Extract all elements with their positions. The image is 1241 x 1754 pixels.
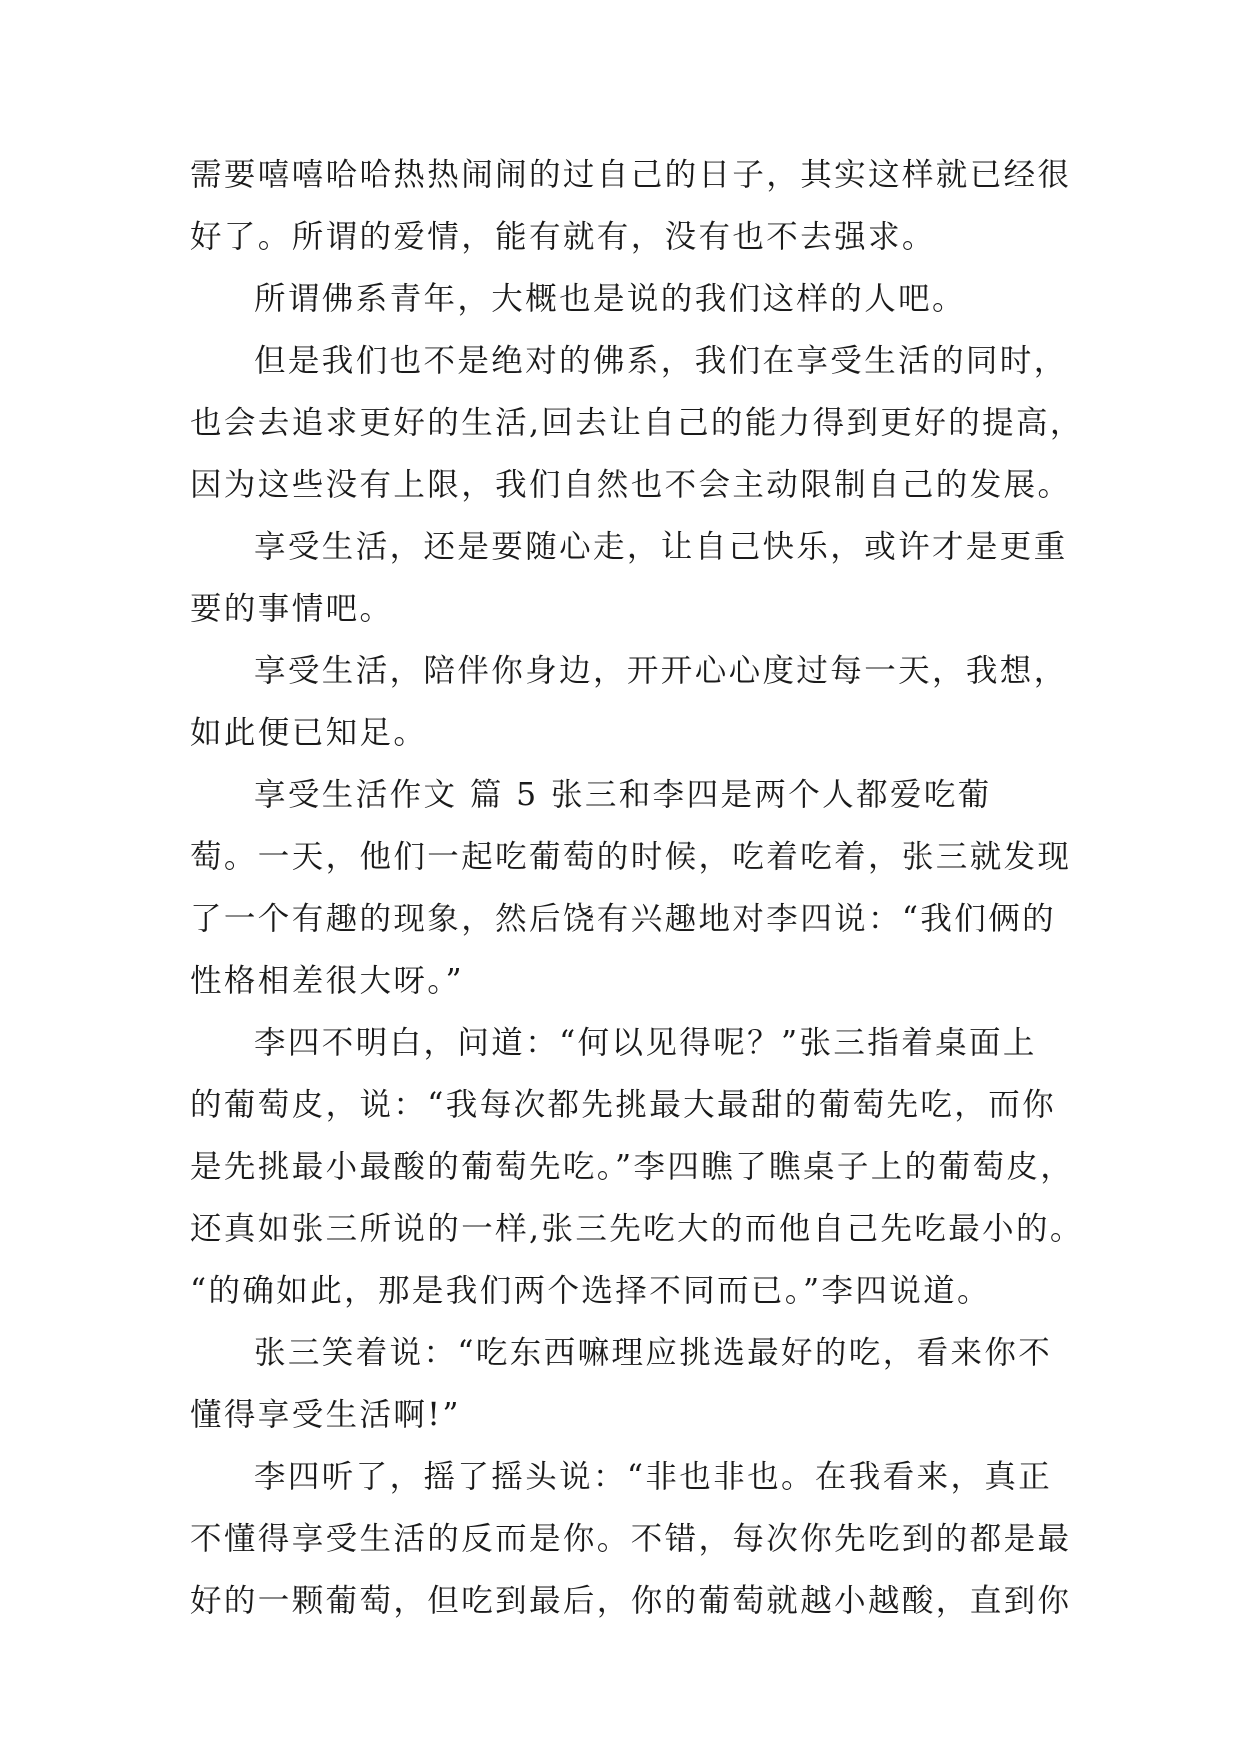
text-line: 的葡萄皮，说：“我每次都先挑最大最甜的葡萄先吃，而你 — [190, 1087, 1057, 1123]
text-line: “的确如此，那是我们两个选择不同而已。”李四说道。 — [190, 1273, 991, 1309]
text-line: 需要嘻嘻哈哈热热闹闹的过自己的日子，其实这样就已经很 — [190, 157, 1072, 193]
text-line: 但是我们也不是绝对的佛系，我们在享受生活的同时， — [254, 343, 1068, 379]
text-line: 李四听了，摇了摇头说：“非也非也。在我看来，真正 — [254, 1459, 1053, 1495]
text-line: 享受生活作文 篇 5 张三和李四是两个人都爱吃葡 — [254, 777, 992, 813]
text-line: 享受生活，陪伴你身边，开开心心度过每一天，我想， — [254, 653, 1068, 689]
text-line: 懂得享受生活啊!” — [190, 1397, 461, 1433]
text-line: 了一个有趣的现象，然后饶有兴趣地对李四说：“我们俩的 — [190, 901, 1057, 937]
text-line: 不懂得享受生活的反而是你。不错，每次你先吃到的都是最 — [190, 1521, 1072, 1557]
text-line: 萄。一天，他们一起吃葡萄的时候，吃着吃着，张三就发现 — [190, 839, 1072, 875]
text-line: 张三笑着说：“吃东西嘛理应挑选最好的吃，看来你不 — [254, 1335, 1053, 1371]
text-line: 性格相差很大呀。” — [190, 963, 464, 999]
text-line: 要的事情吧。 — [190, 591, 394, 627]
text-line: 也会去追求更好的生活,回去让自己的能力得到更好的提高， — [190, 405, 1084, 441]
text-line: 好了。所谓的爱情，能有就有，没有也不去强求。 — [190, 219, 936, 255]
text-line: 享受生活，还是要随心走，让自己快乐，或许才是更重 — [254, 529, 1068, 565]
text-line: 因为这些没有上限，我们自然也不会主动限制自己的发展。 — [190, 467, 1072, 503]
text-line: 李四不明白，问道：“何以见得呢？”张三指着桌面上 — [254, 1025, 1037, 1061]
text-line: 如此便已知足。 — [190, 715, 428, 751]
text-line: 所谓佛系青年，大概也是说的我们这样的人吧。 — [254, 281, 966, 317]
text-line: 还真如张三所说的一样,张三先吃大的而他自己先吃最小的。 — [190, 1211, 1084, 1247]
text-line: 是先挑最小最酸的葡萄先吃。”李四瞧了瞧桌子上的葡萄皮， — [190, 1149, 1075, 1185]
text-line: 好的一颗葡萄，但吃到最后，你的葡萄就越小越酸，直到你 — [190, 1583, 1072, 1619]
